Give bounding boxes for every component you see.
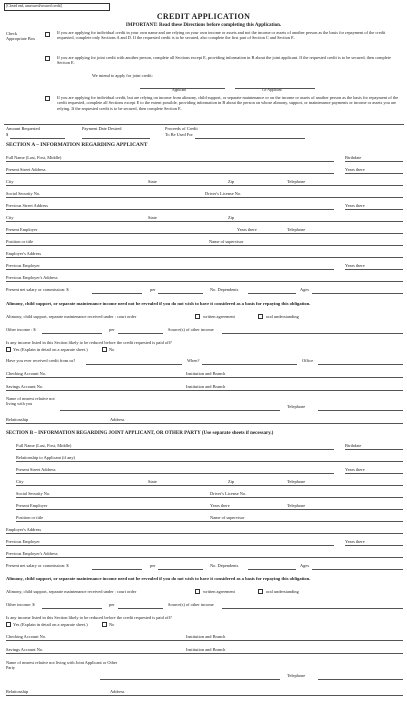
- checkbox-icon[interactable]: [45, 96, 50, 101]
- telephone-label: Telephone: [287, 673, 306, 678]
- checkbox-icon[interactable]: [102, 347, 107, 352]
- checkbox-icon[interactable]: [6, 622, 11, 627]
- dependents-label: No. Dependents: [210, 287, 239, 292]
- other-income-label: Other income : $: [6, 327, 36, 332]
- checkbox-icon[interactable]: [258, 314, 263, 319]
- state-label: State: [148, 479, 157, 484]
- previous-employer-label: Previous Employer: [6, 539, 40, 544]
- alimony-received-label-b: Alimony, child support, separate maintenance received under : court order: [6, 589, 137, 594]
- institution-branch-label: Institution and Branch: [186, 647, 226, 652]
- payment-date-label: Payment Date Desired: [82, 126, 122, 131]
- institution-branch-label: Institution and Branch: [186, 371, 226, 376]
- alimony-notice: Alimony, child support, or separate maintenance income need not be revealed if you do not wish to have it considered as a basis for repaying this obligation.: [6, 301, 311, 306]
- years-there-label: Years there: [345, 263, 365, 268]
- years-there-label: Years there: [210, 503, 230, 508]
- when-label: When?: [187, 358, 200, 363]
- present-employer-label: Present Employer: [16, 503, 48, 508]
- ssn-label: Social Security No.: [6, 191, 41, 196]
- employer-address-label: Employer's Address: [6, 527, 42, 532]
- present-employer-label: Present Employer: [6, 227, 38, 232]
- check-label: Check Appropriate Box: [6, 31, 35, 42]
- full-name-label: Full Name (Last, First, Middle): [16, 443, 72, 448]
- other-income-label-b: Other income: $: [6, 602, 35, 607]
- received-credit-label: Have you ever received credit from us?: [6, 358, 76, 363]
- zip-label: Zip: [228, 179, 235, 184]
- previous-employer-address-label: Previous Employer's Address: [6, 275, 58, 280]
- savings-label: Savings Account No.: [6, 384, 44, 389]
- oral-understanding-label: oral understanding: [266, 314, 299, 319]
- address-label: Address: [110, 689, 125, 694]
- position-label: Position or title: [16, 515, 44, 520]
- office-label: Office: [302, 358, 314, 363]
- direction-alimony: If you are applying for individual credit, but are relying on income from alimony, child support, or separate maintenance or on the income or assets of another person as the basis for repayment of the credit requested, complete all Sections except E to the extent possible, providing information in B about the person on whose alimony, support, or maintenance payments or income or assets you are relying. If the requested credit is to be secured, then complete Section E.: [57, 95, 399, 111]
- zip-label: Zip: [228, 215, 235, 220]
- per-label: per: [150, 563, 156, 568]
- position-label: Position or title: [6, 239, 34, 244]
- relationship-applicant-label: Relationship to Applicant (if any): [16, 455, 76, 460]
- ages-label: Ages: [300, 563, 310, 568]
- relative-label-b: Name of nearest relative not living with Joint Applicant or Other Party: [6, 660, 118, 671]
- previous-employer-label: Previous Employer: [6, 263, 40, 268]
- present-address-label: Present Street Address: [6, 167, 46, 172]
- written-agreement-label: written agreement: [203, 589, 235, 594]
- amount-requested-label: Amount Requested: [6, 126, 40, 131]
- yes-explain-label: Yes (Explain in detail on a separate sheet.): [13, 347, 88, 352]
- no-label: No: [109, 622, 115, 627]
- address-label: Address: [110, 417, 125, 422]
- section-b-note: (Use separate sheets if necessary.): [201, 431, 274, 436]
- source-other-label: Source(s) of other income: [168, 327, 214, 332]
- co-applicant-label: Co-Applicant: [262, 88, 282, 92]
- institution-branch-label: Institution and Branch: [186, 384, 226, 389]
- relationship-label: Relationship: [6, 689, 29, 694]
- per-label: per: [150, 287, 156, 292]
- source-other-label: Source(s) of other income: [168, 602, 214, 607]
- section-b-heading: [6, 431, 273, 436]
- city-label: City: [6, 215, 14, 220]
- direction-individual: If you are applying for individual credit in your own name and are relying on your own income or assets and not the income or assets of another person as the basis for repayment of the credit requested, complete only Sections A and D. If the requested credit is to be secured, also complete the first part of Section C and Section E.: [57, 30, 386, 41]
- checkbox-icon[interactable]: [195, 589, 200, 594]
- alimony-notice-b: Alimony, child support, or separate maintenance income need not be revealed if you do not wish to have it considered as a basis for repaying this obligation.: [6, 576, 311, 581]
- applicant-label: Applicant: [172, 88, 187, 92]
- city-label: City: [16, 479, 24, 484]
- checkbox-icon[interactable]: [195, 314, 200, 319]
- institution-branch-label: Institution and Branch: [186, 634, 226, 639]
- written-agreement-label: written agreement: [203, 314, 235, 319]
- proceeds-label: Proceeds of Credit: [165, 126, 198, 131]
- telephone-label: Telephone: [287, 503, 306, 508]
- license-label: Driver's License No.: [210, 491, 247, 496]
- net-salary-label: Present net salary or commission: $: [6, 563, 69, 568]
- relative-label: Name of nearest relative not living with you: [6, 396, 55, 407]
- birthdate-label: Birthdate: [345, 443, 362, 448]
- present-address-label: Present Street Address: [16, 467, 56, 472]
- supervisor-label: Name of supervisor: [210, 515, 245, 520]
- years-there-label: Years there: [345, 167, 365, 172]
- alimony-received-label: Alimony, child support, separate maintenance received under : court order: [6, 314, 137, 319]
- telephone-label: Telephone: [287, 479, 306, 484]
- dollar-sign: $: [6, 132, 9, 137]
- ages-label: Ages: [300, 287, 310, 292]
- section-a-heading: SECTION A – INFORMATION REGARDING APPLICANT: [6, 142, 148, 148]
- checkbox-icon[interactable]: [6, 347, 11, 352]
- previous-employer-address-label: Previous Employer's Address: [6, 551, 58, 556]
- per-label: per: [109, 327, 115, 332]
- employer-address-label: Employer's Address: [6, 251, 42, 256]
- years-there-label: Years there: [345, 467, 365, 472]
- ssn-label: Social Security No.: [16, 491, 51, 496]
- to-be-used-label: To Be Used For: [165, 132, 193, 137]
- yes-explain-label: Yes (Explain in detail on a separate sheet.): [13, 622, 88, 627]
- years-there-label: Years there: [345, 539, 365, 544]
- state-label: State: [148, 215, 157, 220]
- per-label: per: [109, 602, 115, 607]
- checkbox-icon[interactable]: [45, 56, 50, 61]
- reduced-question: Is any income listed in this Section likely to be reduced before the credit requested is paid off?: [6, 340, 172, 345]
- oral-understanding-label: oral understanding: [266, 589, 299, 594]
- reduced-question-b: Is any income listed in this Section likely to be reduced before the credit requested is paid off?: [6, 615, 172, 620]
- supervisor-label: Name of supervisor: [209, 239, 244, 244]
- telephone-label: Telephone: [287, 227, 306, 232]
- checkbox-icon[interactable]: [102, 622, 107, 627]
- intend-joint-text: We intend to apply for joint credit:: [92, 73, 153, 78]
- checking-label: Checking Account No.: [6, 634, 47, 639]
- no-label: No: [109, 347, 115, 352]
- full-name-label: Full Name (Last, First, Middle): [6, 155, 62, 160]
- telephone-label: Telephone: [287, 179, 306, 184]
- checking-label: Checking Account No.: [6, 371, 47, 376]
- zip-label: Zip: [228, 479, 235, 484]
- net-salary-label: Present net salary or commission: $: [6, 287, 69, 292]
- state-label: State: [148, 179, 157, 184]
- license-label: Driver's License No.: [205, 191, 242, 196]
- telephone-label: Telephone: [287, 404, 306, 409]
- page-title: CREDIT APPLICATION: [156, 12, 251, 21]
- direction-joint: If you are applying for joint credit with another person, complete all Sections except E, providing information in B about the joint applicant. If the requested credit is to be secured, then complete Section E.: [57, 55, 391, 66]
- checkbox-icon[interactable]: [45, 32, 50, 37]
- stamp-text: [Closed end, unsecured/secured credit]: [6, 4, 62, 8]
- savings-label: Savings Account No.: [6, 647, 44, 652]
- dependents-label: No. Dependents: [210, 563, 239, 568]
- years-there-label: Years there: [345, 203, 365, 208]
- city-label: City: [6, 179, 14, 184]
- section-b-title: SECTION B – INFORMATION REGARDING JOINT APPLICANT, OR OTHER PARTY: [6, 431, 201, 436]
- page-subtitle: IMPORTANT: Read these Directions before completing this Application.: [125, 23, 282, 28]
- checkbox-icon[interactable]: [258, 589, 263, 594]
- relationship-label: Relationship: [6, 417, 29, 422]
- previous-address-label: Previous Street Address: [6, 203, 48, 208]
- birthdate-label: Birthdate: [345, 155, 362, 160]
- years-there-label: Years there: [237, 227, 257, 232]
